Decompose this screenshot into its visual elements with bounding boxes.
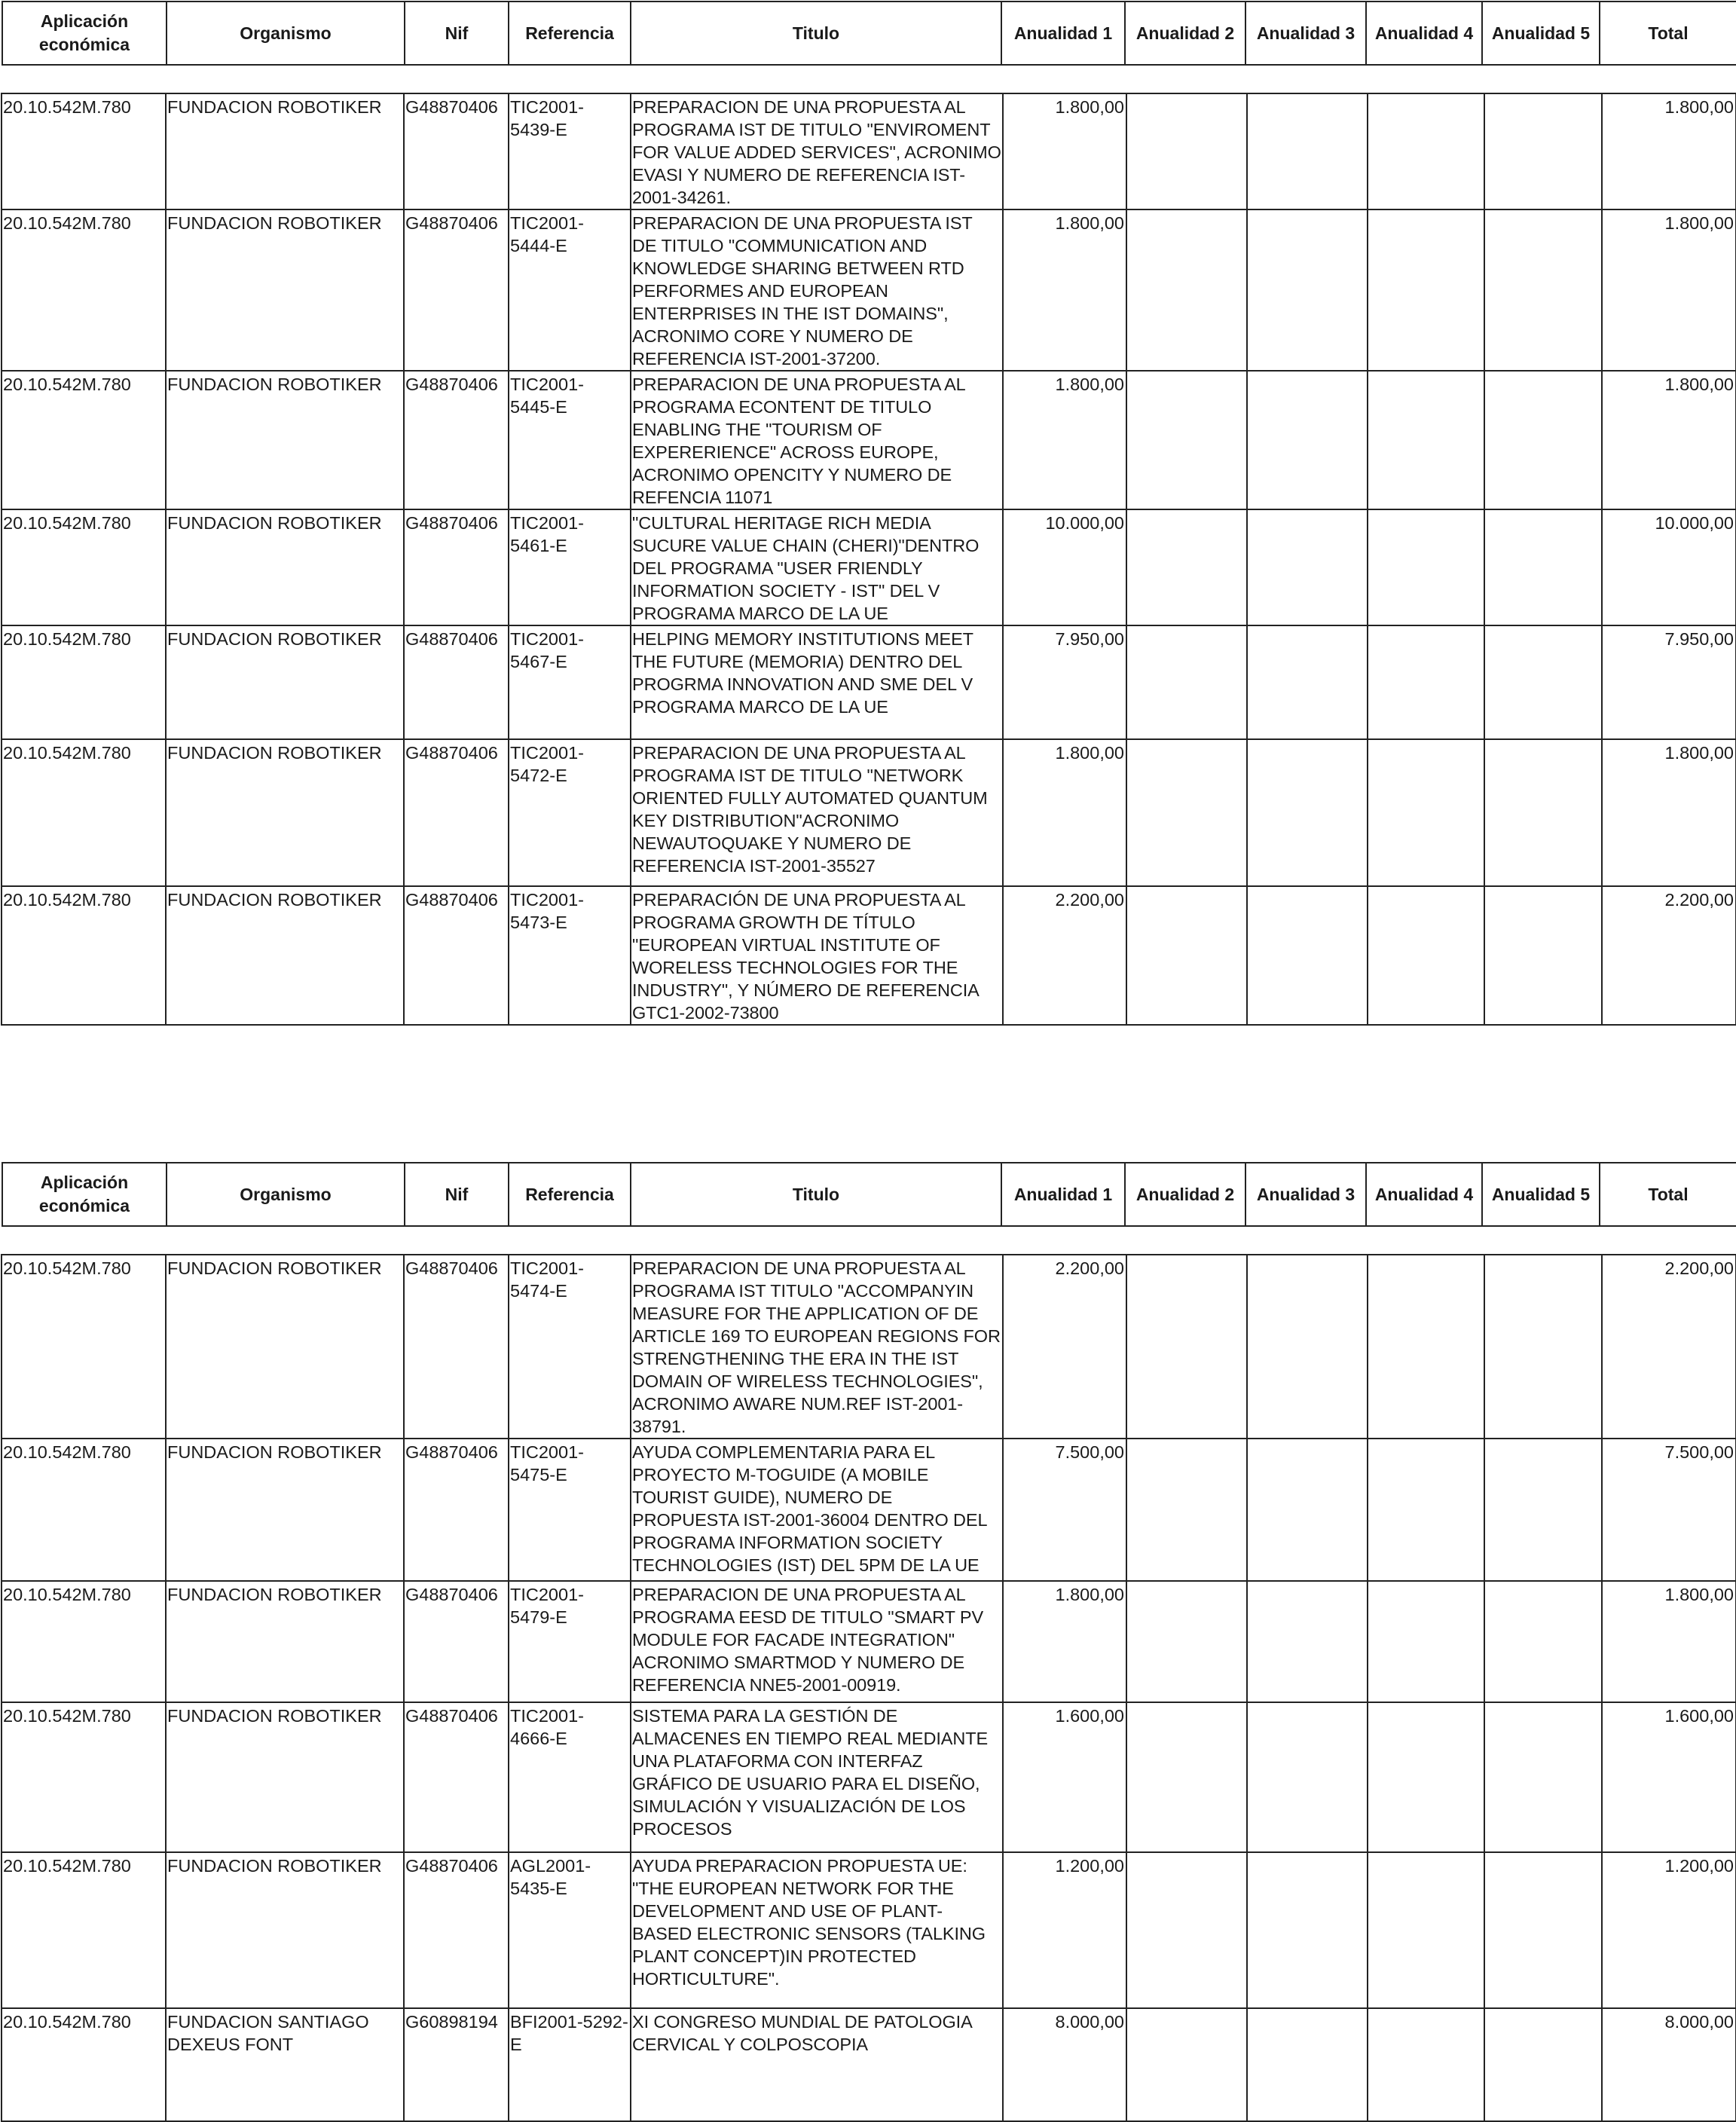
cell-titulo: PREPARACIÓN DE UNA PROPUESTA AL PROGRAMA GROWTH DE TÍTULO "EUROPEAN VIRTUAL INSTITUTE OF WORELESS TECHNOLOGIES FOR THE INDUSTRY", Y NÚMERO DE REFERENCIA GTC1-2002-73800 <box>631 886 1003 1025</box>
column-header-anualidad-5: Anualidad 5 <box>1482 2 1600 65</box>
cell-anualidad-1: 1.800,00 <box>1003 1581 1126 1702</box>
cell-anualidad-3 <box>1247 509 1368 625</box>
column-header-anualidad-3: Anualidad 3 <box>1245 2 1366 65</box>
cell-aplicacion: 20.10.542M.780 <box>2 509 166 625</box>
cell-titulo: PREPARACION DE UNA PROPUESTA IST DE TITULO "COMMUNICATION AND KNOWLEDGE SHARING BETWEEN RTD PERFORMES AND EUROPEAN ENTERPRISES IN THE IST DOMAINS", ACRONIMO CORE Y NUMERO DE REFERENCIA IST-2001-37200. <box>631 209 1003 371</box>
cell-titulo: PREPARACION DE UNA PROPUESTA AL PROGRAMA ECONTENT DE TITULO ENABLING THE "TOURISM OF EXPERERIENCE" ACROSS EUROPE, ACRONIMO OPENCITY Y NUMERO DE REFENCIA 11071 <box>631 371 1003 509</box>
column-header-total: Total <box>1600 1163 1736 1226</box>
column-header-titulo: Titulo <box>631 1163 1001 1226</box>
cell-anualidad-1: 7.500,00 <box>1003 1439 1126 1581</box>
column-header-organismo: Organismo <box>167 2 405 65</box>
table-row <box>2 1439 1736 1581</box>
cell-anualidad-1: 1.800,00 <box>1003 371 1126 509</box>
cell-anualidad-4 <box>1368 509 1484 625</box>
cell-total: 1.800,00 <box>1602 1581 1736 1702</box>
cell-titulo: PREPARACION DE UNA PROPUESTA AL PROGRAMA IST DE TITULO "ENVIROMENT FOR VALUE ADDED SERVICES", ACRONIMO EVASI Y NUMERO DE REFERENCIA IST-2001-34261. <box>631 93 1003 209</box>
cell-referencia: TIC2001-5439-E <box>509 93 631 209</box>
cell-titulo: PREPARACION DE UNA PROPUESTA AL PROGRAMA IST TITULO "ACCOMPANYIN MEASURE FOR THE APPLICATION OF DE ARTICLE 169 TO EUROPEAN REGIONS FOR STRENGTHENING THE ERA IN THE IST DOMAIN OF WIRELESS TECHNOLOGIES", ACRONIMO AWARE NUM.REF IST-2001-38791. <box>631 1255 1003 1439</box>
cell-organismo: FUNDACION ROBOTIKER <box>166 371 404 509</box>
cell-anualidad-4 <box>1368 209 1484 371</box>
cell-nif: G48870406 <box>404 371 509 509</box>
cell-anualidad-2 <box>1126 209 1247 371</box>
cell-anualidad-5 <box>1484 209 1602 371</box>
cell-nif: G60898194 <box>404 2008 509 2121</box>
cell-anualidad-3 <box>1247 1255 1368 1439</box>
cell-anualidad-5 <box>1484 625 1602 739</box>
cell-total: 1.800,00 <box>1602 209 1736 371</box>
cell-anualidad-4 <box>1368 1255 1484 1439</box>
column-header-nif: Nif <box>405 2 509 65</box>
cell-aplicacion: 20.10.542M.780 <box>2 1255 166 1439</box>
table-row <box>2 209 1736 371</box>
cell-anualidad-4 <box>1368 739 1484 886</box>
cell-aplicacion: 20.10.542M.780 <box>2 739 166 886</box>
column-header-anualidad-3: Anualidad 3 <box>1245 1163 1366 1226</box>
cell-anualidad-5 <box>1484 1439 1602 1581</box>
cell-referencia: BFI2001-5292-E <box>509 2008 631 2121</box>
cell-anualidad-1: 1.800,00 <box>1003 93 1126 209</box>
cell-aplicacion: 20.10.542M.780 <box>2 1702 166 1852</box>
cell-organismo: FUNDACION ROBOTIKER <box>166 1439 404 1581</box>
cell-anualidad-3 <box>1247 1439 1368 1581</box>
cell-total: 1.600,00 <box>1602 1702 1736 1852</box>
cell-titulo: "CULTURAL HERITAGE RICH MEDIA SUCURE VALUE CHAIN (CHERI)"DENTRO DEL PROGRAMA "USER FRIENDLY INFORMATION SOCIETY - IST" DEL V PROGRAMA MARCO DE LA UE <box>631 509 1003 625</box>
cell-referencia: TIC2001-4666-E <box>509 1702 631 1852</box>
cell-nif: G48870406 <box>404 1702 509 1852</box>
column-header-aplicacion: Aplicación económica <box>2 1163 167 1226</box>
cell-organismo: FUNDACION SANTIAGO DEXEUS FONT <box>166 2008 404 2121</box>
cell-organismo: FUNDACION ROBOTIKER <box>166 1702 404 1852</box>
cell-anualidad-2 <box>1126 2008 1247 2121</box>
column-header-anualidad-2: Anualidad 2 <box>1125 2 1245 65</box>
cell-anualidad-4 <box>1368 625 1484 739</box>
cell-referencia: TIC2001-5474-E <box>509 1255 631 1439</box>
column-header-titulo: Titulo <box>631 2 1001 65</box>
cell-anualidad-3 <box>1247 1581 1368 1702</box>
cell-organismo: FUNDACION ROBOTIKER <box>166 209 404 371</box>
cell-titulo: SISTEMA PARA LA GESTIÓN DE ALMACENES EN TIEMPO REAL MEDIANTE UNA PLATAFORMA CON INTERFAZ GRÁFICO DE USUARIO PARA EL DISEÑO, SIMULACIÓN Y VISUALIZACIÓN DE LOS PROCESOS <box>631 1702 1003 1852</box>
cell-nif: G48870406 <box>404 1581 509 1702</box>
cell-referencia: TIC2001-5472-E <box>509 739 631 886</box>
data-table-1 <box>1 93 1736 1026</box>
cell-anualidad-2 <box>1126 1439 1247 1581</box>
cell-nif: G48870406 <box>404 93 509 209</box>
cell-anualidad-5 <box>1484 1255 1602 1439</box>
cell-anualidad-2 <box>1126 371 1247 509</box>
cell-anualidad-1: 1.600,00 <box>1003 1702 1126 1852</box>
cell-titulo: PREPARACION DE UNA PROPUESTA AL PROGRAMA EESD DE TITULO "SMART PV MODULE FOR FACADE INTEGRATION" ACRONIMO SMARTMOD Y NUMERO DE REFERENCIA NNE5-2001-00919. <box>631 1581 1003 1702</box>
cell-titulo: AYUDA PREPARACION PROPUESTA UE: "THE EUROPEAN NETWORK FOR THE DEVELOPMENT AND USE OF PLANT-BASED ELECTRONIC SENSORS (TALKING PLANT CONCEPT)IN PROTECTED HORTICULTURE". <box>631 1852 1003 2008</box>
table-row <box>2 371 1736 509</box>
cell-anualidad-1: 1.800,00 <box>1003 209 1126 371</box>
table-row <box>2 886 1736 1025</box>
cell-anualidad-3 <box>1247 886 1368 1025</box>
cell-anualidad-2 <box>1126 1702 1247 1852</box>
cell-organismo: FUNDACION ROBOTIKER <box>166 739 404 886</box>
table-header-2 <box>2 1162 1736 1227</box>
cell-organismo: FUNDACION ROBOTIKER <box>166 886 404 1025</box>
cell-anualidad-5 <box>1484 739 1602 886</box>
cell-anualidad-2 <box>1126 886 1247 1025</box>
cell-nif: G48870406 <box>404 1852 509 2008</box>
cell-nif: G48870406 <box>404 886 509 1025</box>
cell-anualidad-1: 1.200,00 <box>1003 1852 1126 2008</box>
cell-referencia: AGL2001-5435-E <box>509 1852 631 2008</box>
cell-anualidad-2 <box>1126 93 1247 209</box>
cell-total: 10.000,00 <box>1602 509 1736 625</box>
cell-anualidad-2 <box>1126 1255 1247 1439</box>
cell-organismo: FUNDACION ROBOTIKER <box>166 1255 404 1439</box>
cell-total: 1.800,00 <box>1602 739 1736 886</box>
table-row <box>2 1255 1736 1439</box>
cell-referencia: TIC2001-5467-E <box>509 625 631 739</box>
cell-aplicacion: 20.10.542M.780 <box>2 93 166 209</box>
cell-anualidad-2 <box>1126 1852 1247 2008</box>
column-header-organismo: Organismo <box>167 1163 405 1226</box>
cell-titulo: XI CONGRESO MUNDIAL DE PATOLOGIA CERVICAL Y COLPOSCOPIA <box>631 2008 1003 2121</box>
cell-nif: G48870406 <box>404 1439 509 1581</box>
cell-total: 7.500,00 <box>1602 1439 1736 1581</box>
cell-anualidad-4 <box>1368 886 1484 1025</box>
cell-total: 2.200,00 <box>1602 1255 1736 1439</box>
cell-total: 7.950,00 <box>1602 625 1736 739</box>
cell-anualidad-5 <box>1484 93 1602 209</box>
column-header-anualidad-1: Anualidad 1 <box>1001 2 1125 65</box>
cell-anualidad-3 <box>1247 209 1368 371</box>
cell-anualidad-3 <box>1247 1852 1368 2008</box>
cell-anualidad-3 <box>1247 1702 1368 1852</box>
table-row <box>2 1702 1736 1852</box>
column-header-anualidad-1: Anualidad 1 <box>1001 1163 1125 1226</box>
cell-anualidad-4 <box>1368 1702 1484 1852</box>
cell-referencia: TIC2001-5479-E <box>509 1581 631 1702</box>
cell-anualidad-4 <box>1368 2008 1484 2121</box>
cell-organismo: FUNDACION ROBOTIKER <box>166 1581 404 1702</box>
cell-referencia: TIC2001-5473-E <box>509 886 631 1025</box>
column-header-anualidad-5: Anualidad 5 <box>1482 1163 1600 1226</box>
cell-nif: G48870406 <box>404 1255 509 1439</box>
column-header-referencia: Referencia <box>509 2 631 65</box>
cell-titulo: HELPING MEMORY INSTITUTIONS MEET THE FUTURE (MEMORIA) DENTRO DEL PROGRMA INNOVATION AND SME DEL V PROGRAMA MARCO DE LA UE <box>631 625 1003 739</box>
cell-anualidad-2 <box>1126 739 1247 886</box>
cell-anualidad-3 <box>1247 625 1368 739</box>
cell-aplicacion: 20.10.542M.780 <box>2 1581 166 1702</box>
cell-total: 1.800,00 <box>1602 93 1736 209</box>
column-header-anualidad-2: Anualidad 2 <box>1125 1163 1245 1226</box>
cell-aplicacion: 20.10.542M.780 <box>2 371 166 509</box>
cell-anualidad-2 <box>1126 1581 1247 1702</box>
cell-aplicacion: 20.10.542M.780 <box>2 1852 166 2008</box>
cell-referencia: TIC2001-5444-E <box>509 209 631 371</box>
cell-anualidad-5 <box>1484 2008 1602 2121</box>
cell-anualidad-3 <box>1247 93 1368 209</box>
table-row <box>2 739 1736 886</box>
cell-organismo: FUNDACION ROBOTIKER <box>166 93 404 209</box>
cell-nif: G48870406 <box>404 209 509 371</box>
cell-anualidad-4 <box>1368 1439 1484 1581</box>
cell-anualidad-5 <box>1484 886 1602 1025</box>
cell-anualidad-4 <box>1368 93 1484 209</box>
cell-nif: G48870406 <box>404 625 509 739</box>
cell-aplicacion: 20.10.542M.780 <box>2 209 166 371</box>
table-row <box>2 1581 1736 1702</box>
cell-anualidad-1: 8.000,00 <box>1003 2008 1126 2121</box>
cell-anualidad-5 <box>1484 1702 1602 1852</box>
column-header-anualidad-4: Anualidad 4 <box>1366 1163 1482 1226</box>
cell-anualidad-1: 2.200,00 <box>1003 1255 1126 1439</box>
cell-titulo: AYUDA COMPLEMENTARIA PARA EL PROYECTO M-TOGUIDE (A MOBILE TOURIST GUIDE), NUMERO DE PROPUESTA IST-2001-36004 DENTRO DEL PROGRAMA INFORMATION SOCIETY TECHNOLOGIES (IST) DEL 5PM DE LA UE <box>631 1439 1003 1581</box>
cell-total: 2.200,00 <box>1602 886 1736 1025</box>
column-header-aplicacion: Aplicación económica <box>2 2 167 65</box>
cell-anualidad-4 <box>1368 1852 1484 2008</box>
cell-aplicacion: 20.10.542M.780 <box>2 625 166 739</box>
table-row <box>2 2008 1736 2121</box>
cell-anualidad-3 <box>1247 2008 1368 2121</box>
table-row <box>2 509 1736 625</box>
cell-anualidad-1: 1.800,00 <box>1003 739 1126 886</box>
column-header-total: Total <box>1600 2 1736 65</box>
column-header-nif: Nif <box>405 1163 509 1226</box>
cell-anualidad-1: 2.200,00 <box>1003 886 1126 1025</box>
cell-anualidad-5 <box>1484 509 1602 625</box>
cell-aplicacion: 20.10.542M.780 <box>2 2008 166 2121</box>
cell-organismo: FUNDACION ROBOTIKER <box>166 509 404 625</box>
cell-titulo: PREPARACION DE UNA PROPUESTA AL PROGRAMA IST DE TITULO "NETWORK ORIENTED FULLY AUTOMATED QUANTUM KEY DISTRIBUTION"ACRONIMO NEWAUTOQUAKE Y NUMERO DE REFERENCIA IST-2001-35527 <box>631 739 1003 886</box>
cell-referencia: TIC2001-5461-E <box>509 509 631 625</box>
cell-nif: G48870406 <box>404 739 509 886</box>
cell-anualidad-4 <box>1368 1581 1484 1702</box>
cell-organismo: FUNDACION ROBOTIKER <box>166 625 404 739</box>
cell-anualidad-5 <box>1484 371 1602 509</box>
table-row <box>2 625 1736 739</box>
column-header-anualidad-4: Anualidad 4 <box>1366 2 1482 65</box>
table-row <box>2 93 1736 209</box>
cell-anualidad-1: 7.950,00 <box>1003 625 1126 739</box>
cell-anualidad-3 <box>1247 371 1368 509</box>
data-table-2 <box>1 1254 1736 2122</box>
table-row <box>2 1852 1736 2008</box>
cell-total: 1.800,00 <box>1602 371 1736 509</box>
cell-anualidad-4 <box>1368 371 1484 509</box>
cell-anualidad-2 <box>1126 509 1247 625</box>
cell-anualidad-2 <box>1126 625 1247 739</box>
cell-total: 1.200,00 <box>1602 1852 1736 2008</box>
cell-referencia: TIC2001-5445-E <box>509 371 631 509</box>
table-header-1 <box>2 1 1736 66</box>
cell-anualidad-3 <box>1247 739 1368 886</box>
cell-referencia: TIC2001-5475-E <box>509 1439 631 1581</box>
cell-aplicacion: 20.10.542M.780 <box>2 886 166 1025</box>
cell-nif: G48870406 <box>404 509 509 625</box>
cell-anualidad-5 <box>1484 1852 1602 2008</box>
cell-anualidad-1: 10.000,00 <box>1003 509 1126 625</box>
cell-aplicacion: 20.10.542M.780 <box>2 1439 166 1581</box>
cell-anualidad-5 <box>1484 1581 1602 1702</box>
cell-total: 8.000,00 <box>1602 2008 1736 2121</box>
cell-organismo: FUNDACION ROBOTIKER <box>166 1852 404 2008</box>
column-header-referencia: Referencia <box>509 1163 631 1226</box>
